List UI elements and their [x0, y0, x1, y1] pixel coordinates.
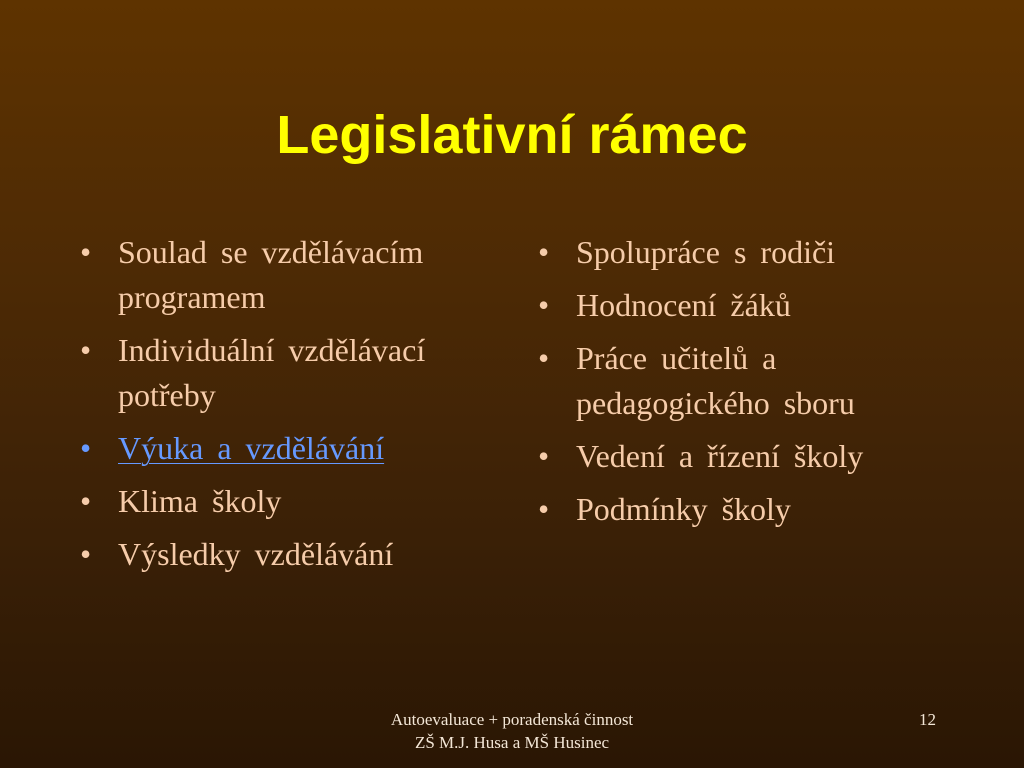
- right-bullet-list: [538, 230, 978, 540]
- list-item-text: Vedení a řízení školy: [576, 438, 864, 474]
- bullet-icon: •: [80, 332, 92, 368]
- list-item-text: Spolupráce s rodiči: [576, 234, 836, 270]
- list-item: [538, 283, 978, 328]
- bullet-icon: •: [538, 234, 550, 270]
- bullet-icon: •: [538, 340, 550, 376]
- vyuka-link[interactable]: Výuka a vzdělávání: [118, 430, 385, 466]
- list-item: [538, 230, 978, 275]
- list-item: [80, 230, 520, 320]
- list-item: [80, 328, 520, 418]
- footer-line: ZŠ M.J. Husa a MŠ Husinec: [414, 733, 610, 752]
- list-item: [538, 434, 978, 479]
- bullet-icon: •: [538, 287, 550, 323]
- slide-title: Legislativní rámec: [276, 105, 748, 165]
- page-number: 12: [919, 710, 936, 729]
- bullet-icon: •: [80, 483, 92, 519]
- list-item: [538, 336, 978, 426]
- footer-line: Autoevaluace + poradenská činnost: [390, 710, 634, 729]
- list-item: [538, 487, 978, 532]
- list-item: [80, 532, 520, 577]
- list-item: [80, 426, 520, 471]
- list-item-text: Hodnocení žáků: [576, 287, 791, 323]
- bullet-icon: •: [538, 438, 550, 474]
- list-item-text: Klima školy: [118, 483, 282, 519]
- bullet-icon: •: [80, 430, 92, 466]
- bullet-icon: •: [538, 491, 550, 527]
- list-item-text: Podmínky školy: [576, 491, 791, 527]
- bullet-icon: •: [80, 234, 92, 270]
- list-item-text: Práce učitelů a pedagogického sboru: [576, 340, 855, 421]
- bullet-icon: •: [80, 536, 92, 572]
- slide-footer: [312, 708, 712, 754]
- list-item-text: Soulad se vzdělávacím programem: [118, 234, 424, 315]
- list-item-text: Individuální vzdělávací potřeby: [118, 332, 426, 413]
- list-item: [80, 479, 520, 524]
- list-item-text: Výsledky vzdělávání: [118, 536, 394, 572]
- left-bullet-list: [80, 230, 520, 585]
